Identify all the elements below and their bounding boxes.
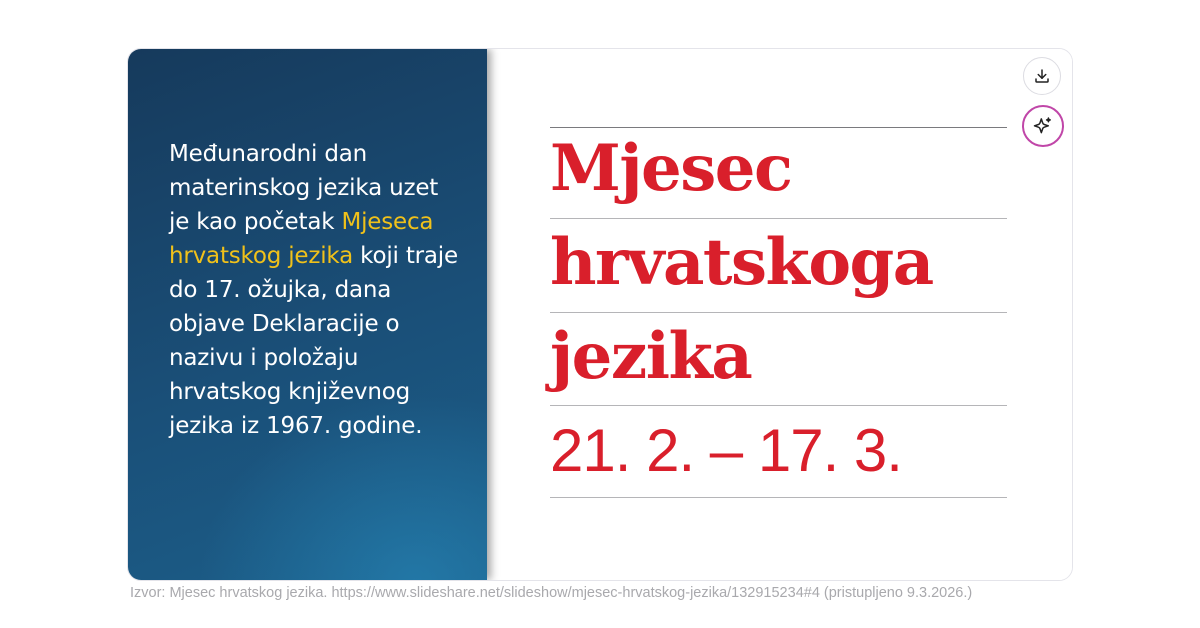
download-icon <box>1033 67 1051 85</box>
poster-title-line-3: jezika <box>550 319 752 394</box>
poster-rule-1 <box>550 218 1007 219</box>
slide-text-highlight: Mjeseca hrvatskog jezika <box>169 209 434 269</box>
slide-image-card <box>127 48 1073 581</box>
poster-rule-bottom <box>550 497 1007 498</box>
poster-rule-2 <box>550 312 1007 313</box>
poster-title-line-2: hrvatskoga <box>550 225 933 300</box>
download-button[interactable] <box>1023 57 1061 95</box>
slide-left-panel <box>128 49 487 580</box>
poster-rule-3 <box>550 405 1007 406</box>
poster-dates: 21. 2. – 17. 3. <box>550 417 902 484</box>
slide-text-part2: koji traje do 17. ožujka, dana objave Deklaracije o nazivu i položaju hrvatskog književnog jezika iz 1967. godine. <box>169 243 458 439</box>
poster-title-line-1: Mjesec <box>550 131 792 206</box>
poster-rule-top <box>550 127 1007 128</box>
slide-poster <box>487 49 1072 580</box>
sparkle-icon <box>1033 116 1053 136</box>
ai-assist-button[interactable] <box>1022 105 1064 147</box>
slide-left-text <box>169 137 459 443</box>
image-source-caption: Izvor: Mjesec hrvatskog jezika. https://www.slideshare.net/slideshow/mjesec-hrvatskog-jezika/132915234#4 (pristupljeno 9.3.2026.) <box>130 585 973 601</box>
slide-text-part1: Međunarodni dan materinskog jezika uzet je kao početak <box>169 141 439 235</box>
